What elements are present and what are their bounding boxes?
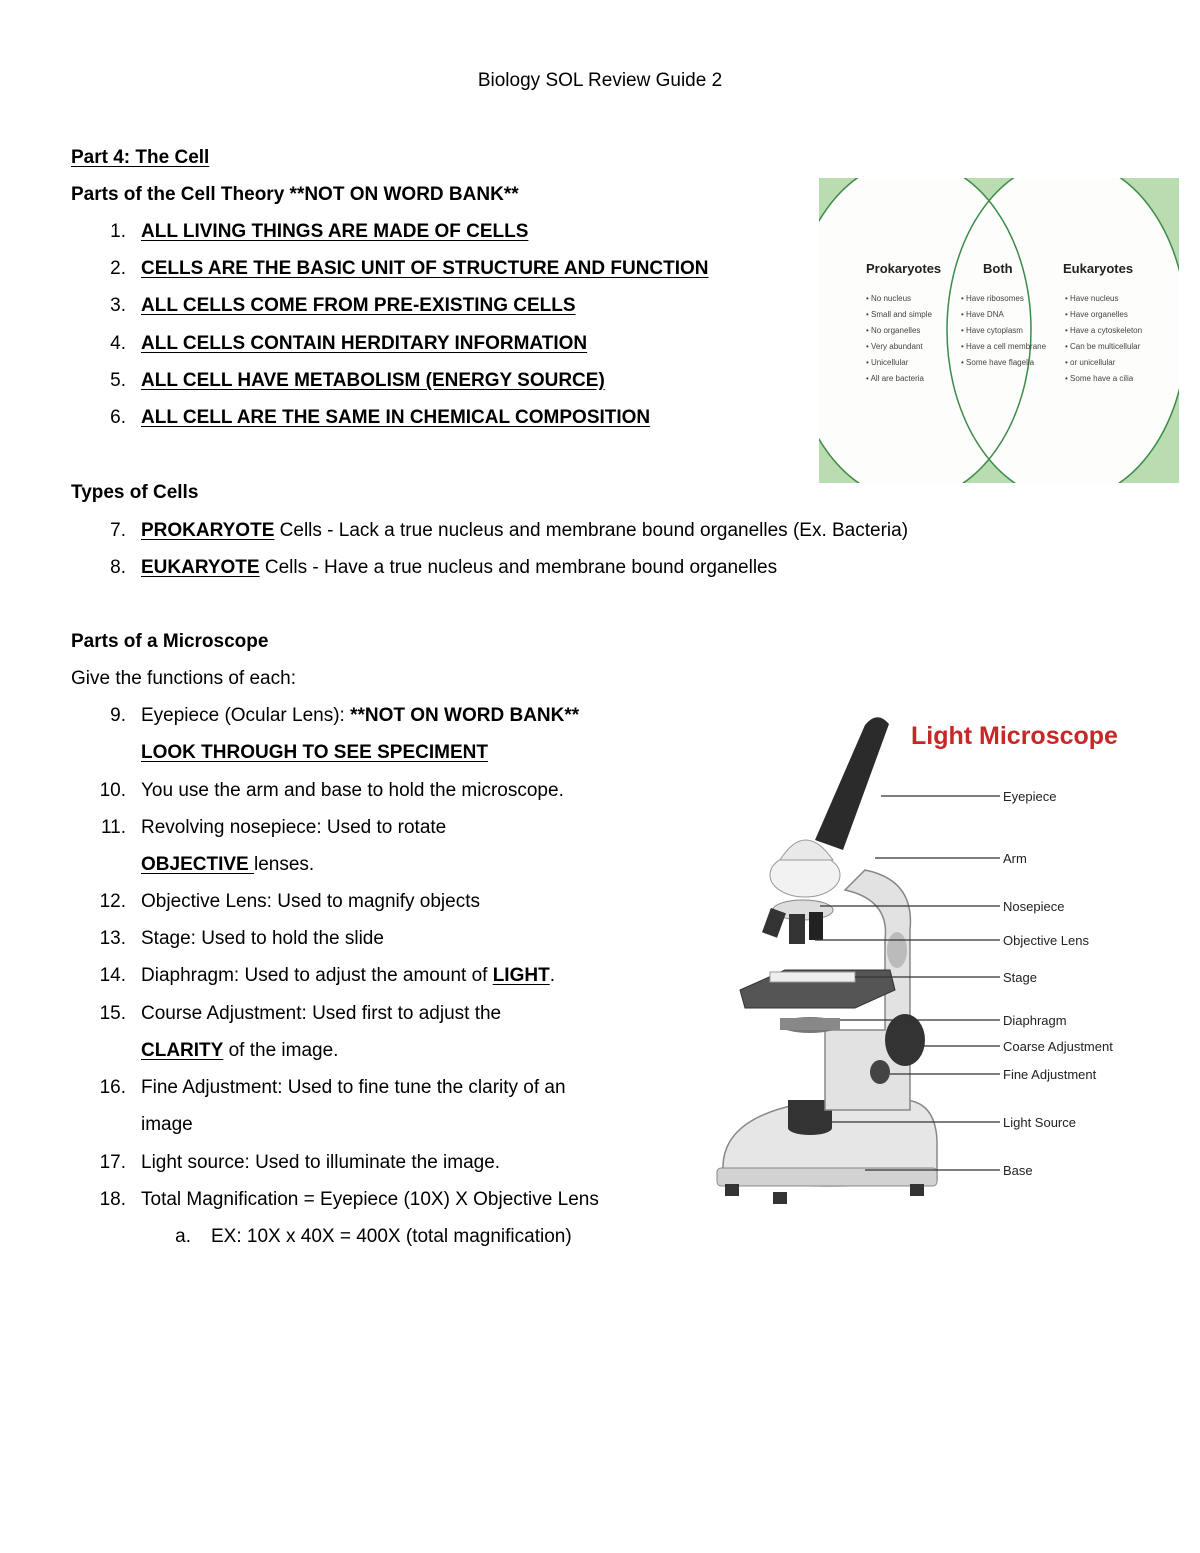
fine-adjustment-knob bbox=[870, 1060, 890, 1084]
list-text: ALL LIVING THINGS ARE MADE OF CELLS bbox=[141, 221, 529, 242]
answer: LIGHT bbox=[492, 965, 550, 986]
cell-theory-heading: Parts of the Cell Theory **NOT ON WORD BANK** bbox=[71, 184, 519, 205]
list-text: ALL CELLS CONTAIN HERDITARY INFORMATION bbox=[141, 333, 588, 354]
list-number: 12. bbox=[99, 891, 126, 912]
list-text: Stage: Used to hold the slide bbox=[141, 928, 384, 949]
document-title: Biology SOL Review Guide 2 bbox=[477, 70, 723, 91]
list-number: 11. bbox=[100, 817, 126, 838]
venn-item: • or unicellular bbox=[1065, 358, 1116, 367]
list-number: 7. bbox=[110, 520, 126, 541]
list-text: Total Magnification = Eyepiece (10X) X Objective Lens bbox=[141, 1189, 599, 1210]
list-number: 14. bbox=[99, 965, 126, 986]
venn-item: • Very abundant bbox=[866, 342, 923, 351]
label-arm: Arm bbox=[1003, 851, 1027, 866]
base-foot bbox=[910, 1184, 924, 1196]
venn-item: • No organelles bbox=[866, 326, 921, 335]
list-text bbox=[141, 520, 908, 542]
eyepiece-tube bbox=[815, 717, 889, 850]
list-text: Fine Adjustment: Used to fine tune the clarity of an bbox=[141, 1077, 566, 1098]
microscope-figure bbox=[705, 700, 1125, 1245]
list-letter: a. bbox=[175, 1226, 191, 1247]
list-text: ALL CELL ARE THE SAME IN CHEMICAL COMPOSITION bbox=[141, 407, 651, 428]
part-heading: Part 4: The Cell bbox=[71, 147, 210, 168]
venn-diagram bbox=[819, 178, 1179, 483]
list-text: Eyepiece (Ocular Lens): **NOT ON WORD BANK** bbox=[141, 705, 580, 726]
list-number: 17. bbox=[99, 1152, 126, 1173]
venn-item: • Some have a cilia bbox=[1065, 374, 1134, 383]
list-text: Revolving nosepiece: Used to rotate bbox=[141, 817, 447, 838]
venn-middle-title: Both bbox=[983, 261, 1013, 276]
microscope-heading: Parts of a Microscope bbox=[71, 631, 269, 652]
definition: Cells - Lack a true nucleus and membrane bound organelles (Ex. Bacteria) bbox=[274, 520, 909, 541]
list-number: 3. bbox=[110, 295, 126, 316]
list-number: 1. bbox=[110, 221, 126, 242]
list-text: Course Adjustment: Used first to adjust the bbox=[141, 1003, 502, 1024]
diaphragm-body bbox=[780, 1018, 840, 1030]
list-number: 2. bbox=[110, 258, 126, 279]
objective-lens bbox=[809, 912, 823, 940]
answer: OBJECTIVE bbox=[141, 854, 254, 875]
coarse-adjustment-knob bbox=[885, 1014, 925, 1066]
objective-lens bbox=[789, 914, 805, 944]
label-stage: Stage bbox=[1003, 970, 1037, 985]
list-text: Objective Lens: Used to magnify objects bbox=[141, 891, 481, 912]
stage-slide bbox=[770, 972, 855, 982]
light-source-bottom bbox=[788, 1121, 832, 1135]
venn-item: • Have a cell membrane bbox=[961, 342, 1047, 351]
venn-item: • Have a cytoskeleton bbox=[1065, 326, 1143, 335]
label-objective-lens: Objective Lens bbox=[1003, 933, 1089, 948]
list-number: 6. bbox=[110, 407, 126, 428]
list-number: 8. bbox=[110, 557, 126, 578]
list-text bbox=[141, 557, 777, 579]
venn-right-title: Eukaryotes bbox=[1063, 261, 1134, 276]
list-text: ALL CELL HAVE METABOLISM (ENERGY SOURCE) bbox=[141, 370, 605, 391]
label-coarse-adjustment: Coarse Adjustment bbox=[1003, 1039, 1113, 1054]
venn-item: • Small and simple bbox=[866, 310, 932, 319]
answer-line: OBJECTIVE lenses. bbox=[141, 854, 315, 875]
list-number: 10. bbox=[99, 780, 126, 801]
list-number: 15. bbox=[99, 1003, 126, 1024]
list-text: EX: 10X x 40X = 400X (total magnification) bbox=[211, 1226, 572, 1247]
list-number: 5. bbox=[110, 370, 126, 391]
label-eyepiece: Eyepiece bbox=[1003, 789, 1057, 804]
label-nosepiece: Nosepiece bbox=[1003, 899, 1065, 914]
venn-item: • Some have flagella bbox=[961, 358, 1035, 367]
base-foot bbox=[773, 1192, 787, 1204]
term: EUKARYOTE bbox=[141, 557, 260, 578]
arm-detail bbox=[887, 932, 907, 968]
microscope-title: Light Microscope bbox=[911, 722, 1118, 750]
list-number: 18. bbox=[99, 1189, 126, 1210]
answer-line: CLARITY of the image. bbox=[141, 1040, 339, 1061]
venn-item: • Have organelles bbox=[1065, 310, 1128, 319]
list-number: 9. bbox=[110, 705, 126, 726]
answer: CLARITY bbox=[141, 1040, 224, 1061]
venn-item: • Have cytoplasm bbox=[961, 326, 1023, 335]
types-heading: Types of Cells bbox=[71, 482, 199, 503]
term: PROKARYOTE bbox=[141, 520, 275, 541]
objective-lens bbox=[762, 908, 786, 938]
label-base: Base bbox=[1003, 1163, 1033, 1178]
venn-item: • Can be multicellular bbox=[1065, 342, 1141, 351]
venn-item: • Have nucleus bbox=[1065, 294, 1119, 303]
microscope-intro: Give the functions of each: bbox=[71, 668, 296, 689]
venn-left-title: Prokaryotes bbox=[866, 261, 942, 276]
list-number: 13. bbox=[99, 928, 126, 949]
venn-item: • Unicellular bbox=[866, 358, 909, 367]
list-text: ALL CELLS COME FROM PRE-EXISTING CELLS bbox=[141, 295, 576, 316]
venn-item: • Have DNA bbox=[961, 310, 1004, 319]
label-fine-adjustment: Fine Adjustment bbox=[1003, 1067, 1097, 1082]
venn-item: • Have ribosomes bbox=[961, 294, 1024, 303]
answer: LOOK THROUGH TO SEE SPECIMENT bbox=[141, 742, 488, 763]
list-text: Light source: Used to illuminate the image. bbox=[141, 1152, 501, 1173]
venn-item: • All are bacteria bbox=[866, 374, 924, 383]
list-text: CELLS ARE THE BASIC UNIT OF STRUCTURE AND FUNCTION bbox=[141, 258, 709, 279]
base-edge bbox=[717, 1168, 937, 1186]
list-text-continuation: image bbox=[141, 1114, 193, 1135]
list-number: 4. bbox=[110, 333, 126, 354]
list-text: You use the arm and base to hold the microscope. bbox=[141, 780, 564, 801]
definition: Cells - Have a true nucleus and membrane bound organelles bbox=[259, 557, 778, 578]
list-number: 16. bbox=[99, 1077, 126, 1098]
label-diaphragm: Diaphragm bbox=[1003, 1013, 1067, 1028]
label-light-source: Light Source bbox=[1003, 1115, 1076, 1130]
venn-item: • No nucleus bbox=[866, 294, 912, 303]
base-foot bbox=[725, 1184, 739, 1196]
list-text: Diaphragm: Used to adjust the amount of LIGHT. bbox=[141, 965, 555, 986]
